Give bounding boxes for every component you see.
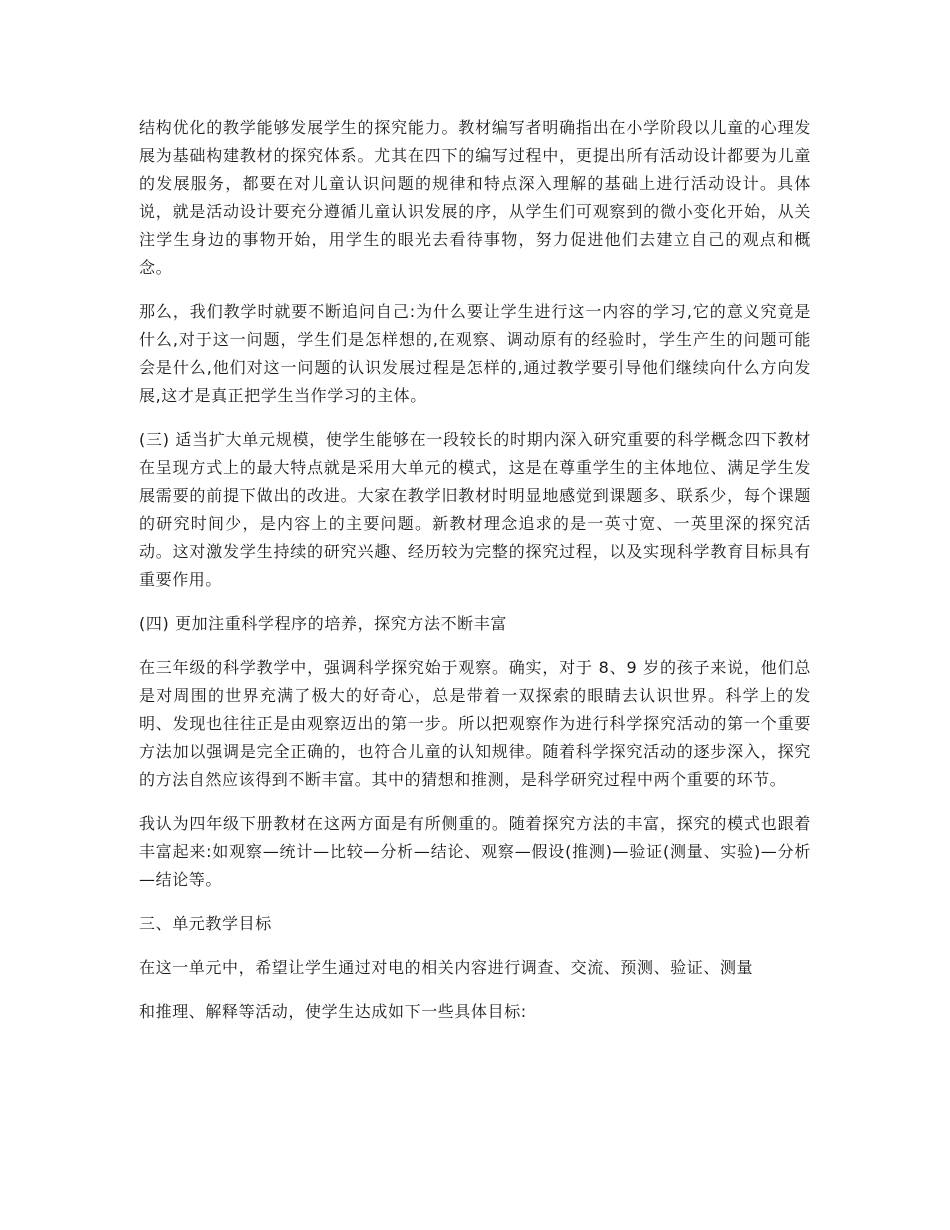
paragraph-unit-intro: 在这一单元中，希望让学生通过对电的相关内容进行调查、交流、预测、验证、测量 xyxy=(139,958,754,977)
document-body xyxy=(139,114,811,1042)
paragraph-exploration-modes: 我认为四年级下册教材在这两方面是有所侧重的。随着探究方法的丰富，探究的模式也跟着丰富起来:如观察—统计—比较—分析—结论、观察—假设(推测)—验证(测量、实验)—分析—结论等。 xyxy=(139,814,811,889)
paragraph-teaching-questions: 那么，我们教学时就要不断追问自己:为什么要让学生进行这一内容的学习,它的意义究竟是什么,对于这一问题，学生们是怎样想的,在观察、调动原有的经验时，学生产生的问题可能会是什么,他们对这一问题的认识发展过程是怎样的,通过教学要引导他们继续向什么方向发展,这才是真正把学生当作学习的主体。 xyxy=(139,302,811,405)
paragraph-observation: 在三年级的科学教学中，强调科学探究始于观察。确实，对于 8、9 岁的孩子来说，他们总是对周围的世界充满了极大的好奇心，总是带着一双探索的眼睛去认识世界。科学上的发明、发现也往往正是由观察迈出的第一步。所以把观察作为进行科学探究活动的第一个重要方法加以强调是完全正确的，也符合儿童的认知规律。随着科学探究活动的逐步深入，探究的方法自然应该得到不断丰富。其中的猜想和推测，是科学研究过程中两个重要的环节。 xyxy=(139,658,811,789)
heading-section-four: (四) 更加注重科学程序的培养，探究方法不断丰富 xyxy=(139,614,507,633)
paragraph-section-three: (三) 适当扩大单元规模，使学生能够在一段较长的时期内深入研究重要的科学概念四下教材在呈现方式上的最大特点就是采用大单元的模式，这是在尊重学生的主体地位、满足学生发展需要的前提下做出的改进。大家在教学旧教材时明显地感觉到课题多、联系少，每个课题的研究时间少，是内容上的主要问题。新教材理念追求的是一英寸宽、一英里深的探究活动。这对激发学生持续的研究兴趣、经历较为完整的探究过程，以及实现科学教育目标具有重要作用。 xyxy=(139,430,811,589)
heading-unit-goals: 三、单元教学目标 xyxy=(139,914,272,933)
paragraph-unit-goals-lead: 和推理、解释等活动，使学生达成如下一些具体目标: xyxy=(139,1002,527,1021)
paragraph-structure-optimization: 结构优化的教学能够发展学生的探究能力。教材编写者明确指出在小学阶段以儿童的心理发展为基础构建教材的探究体系。尤其在四下的编写过程中，更提出所有活动设计都要为儿童的发展服务，都要在对儿童认识问题的规律和特点深入理解的基础上进行活动设计。具体说，就是活动设计要充分遵循儿童认识发展的序，从学生们可观察到的微小变化开始，从关注学生身边的事物开始，用学生的眼光去看待事物，努力促进他们去建立自己的观点和概念。 xyxy=(139,118,811,277)
